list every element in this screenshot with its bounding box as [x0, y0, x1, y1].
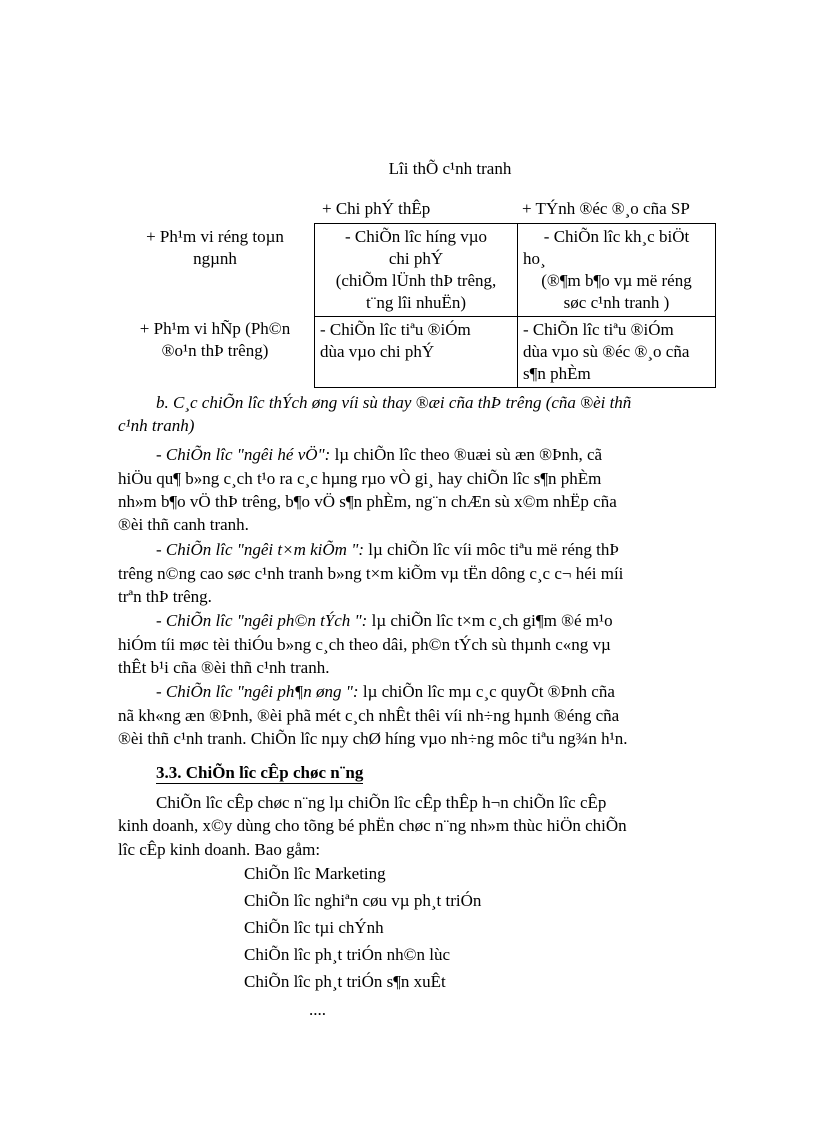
list-item: ChiÕn lîc ph¸t triÓn nh©n lùc	[244, 945, 451, 964]
strategy-matrix-table	[314, 223, 716, 388]
para2-line1: - ChiÕn lîc "ngêi t×m kiÕm ": lµ chiÕn lîc víi môc tiªu më réng thÞ	[156, 540, 619, 559]
para3-line3: thÊt b¹i cña ®èi thñ c¹nh tranh.	[118, 658, 330, 677]
table-title: Lîi thÕ c¹nh tranh	[388, 159, 512, 178]
list-item: ChiÕn lîc Marketing	[244, 864, 386, 883]
cell-narrow-unique: - ChiÕn lîc tiªu ®iÓm dùa vµo sù ®éc ®¸o cña s¶n phÈm	[518, 317, 716, 388]
section-3-3-heading: 3.3. ChiÕn lîc cÊp chøc n¨ng	[156, 763, 364, 782]
list-ellipsis: ....	[309, 1000, 326, 1019]
list-item: ChiÕn lîc tµi chÝnh	[244, 918, 384, 937]
table-row	[315, 317, 716, 388]
row-label-broad: + Ph¹m vi réng toµn ngµnh	[146, 227, 284, 268]
row-label-narrow: + Ph¹m vi hÑp (Ph©n ®o¹n thÞ trêng)	[139, 319, 291, 360]
section-b-heading-line1: b. C¸c chiÕn lîc thÝch øng víi sù thay ®æi cña thÞ trêng (cña ®èi thñ	[156, 393, 632, 412]
para4-line1: - ChiÕn lîc "ngêi ph¶n øng ": lµ chiÕn lîc mµ c¸c quyÕt ®Þnh cña	[156, 682, 615, 701]
list-item: ChiÕn lîc ph¸t triÓn s¶n xuÊt	[244, 972, 446, 991]
cell-broad-cost: - ChiÕn lîc híng vµo chi phÝ (chiÕm lÜnh thÞ trêng, t¨ng lîi nhuËn)	[315, 224, 518, 317]
para3-line1: - ChiÕn lîc "ngêi ph©n tÝch ": lµ chiÕn lîc t×m c¸ch gi¶m ®é m¹o	[156, 611, 613, 630]
para1-line3: nh»m b¶o vÖ thÞ trêng, b¶o vÖ s¶n phÈm, ng¨n chÆn sù x©m nhËp cña	[118, 492, 617, 511]
cell-broad-unique: - ChiÕn lîc kh¸c biÖt ho¸ (®¶m b¶o vµ më réng søc c¹nh tranh )	[518, 224, 716, 317]
table-row	[315, 224, 716, 317]
para4-line2: nã kh«ng æn ®Þnh, ®èi phã mét c¸ch nhÊt thêi víi nh÷ng hµnh ®éng cña	[118, 706, 620, 725]
para1-line1: - ChiÕn lîc "ngêi hé vÖ": lµ chiÕn lîc theo ®uæi sù æn ®Þnh, cã	[156, 445, 603, 464]
para3-line2: hiÓm tíi møc tèi thiÓu b»ng c¸ch theo dâi, ph©n tÝch sù thµnh c«ng vµ	[118, 635, 611, 654]
para2-line2: trêng n©ng cao søc c¹nh tranh b»ng t×m kiÕm vµ tËn dông c¸c c¬ héi míi	[118, 564, 624, 583]
para5-line3: lîc cÊp kinh doanh. Bao gåm:	[118, 840, 321, 859]
col-header-unique: + TÝnh ®éc ®¸o cña SP	[522, 199, 690, 218]
para4-line3: ®èi thñ c¹nh tranh. ChiÕn lîc nµy chØ híng vµo nh÷ng môc tiªu ng¾n h¹n.	[118, 729, 628, 748]
para5-line2: kinh doanh, x©y dùng cho tõng bé phËn chøc n¨ng nh»m thùc hiÖn chiÕn	[118, 816, 627, 835]
para5-line1: ChiÕn lîc cÊp chøc n¨ng lµ chiÕn lîc cÊp thÊp h¬n chiÕn lîc cÊp	[156, 793, 607, 812]
cell-narrow-cost: - ChiÕn lîc tiªu ®iÓm dùa vµo chi phÝ	[315, 317, 518, 388]
para2-line3: trªn thÞ trêng.	[118, 587, 212, 606]
list-item: ChiÕn lîc nghiªn cøu vµ ph¸t triÓn	[244, 891, 482, 910]
section-b-heading-line2: c¹nh tranh)	[118, 416, 195, 435]
para1-line4: ®èi thñ canh tranh.	[118, 515, 249, 534]
para1-line2: hiÖu qu¶ b»ng c¸ch t¹o ra c¸c hµng rµo vÒ gi¸ hay chiÕn lîc s¶n phÈm	[118, 469, 602, 488]
col-header-cost: + Chi phÝ thÊp	[322, 199, 431, 218]
